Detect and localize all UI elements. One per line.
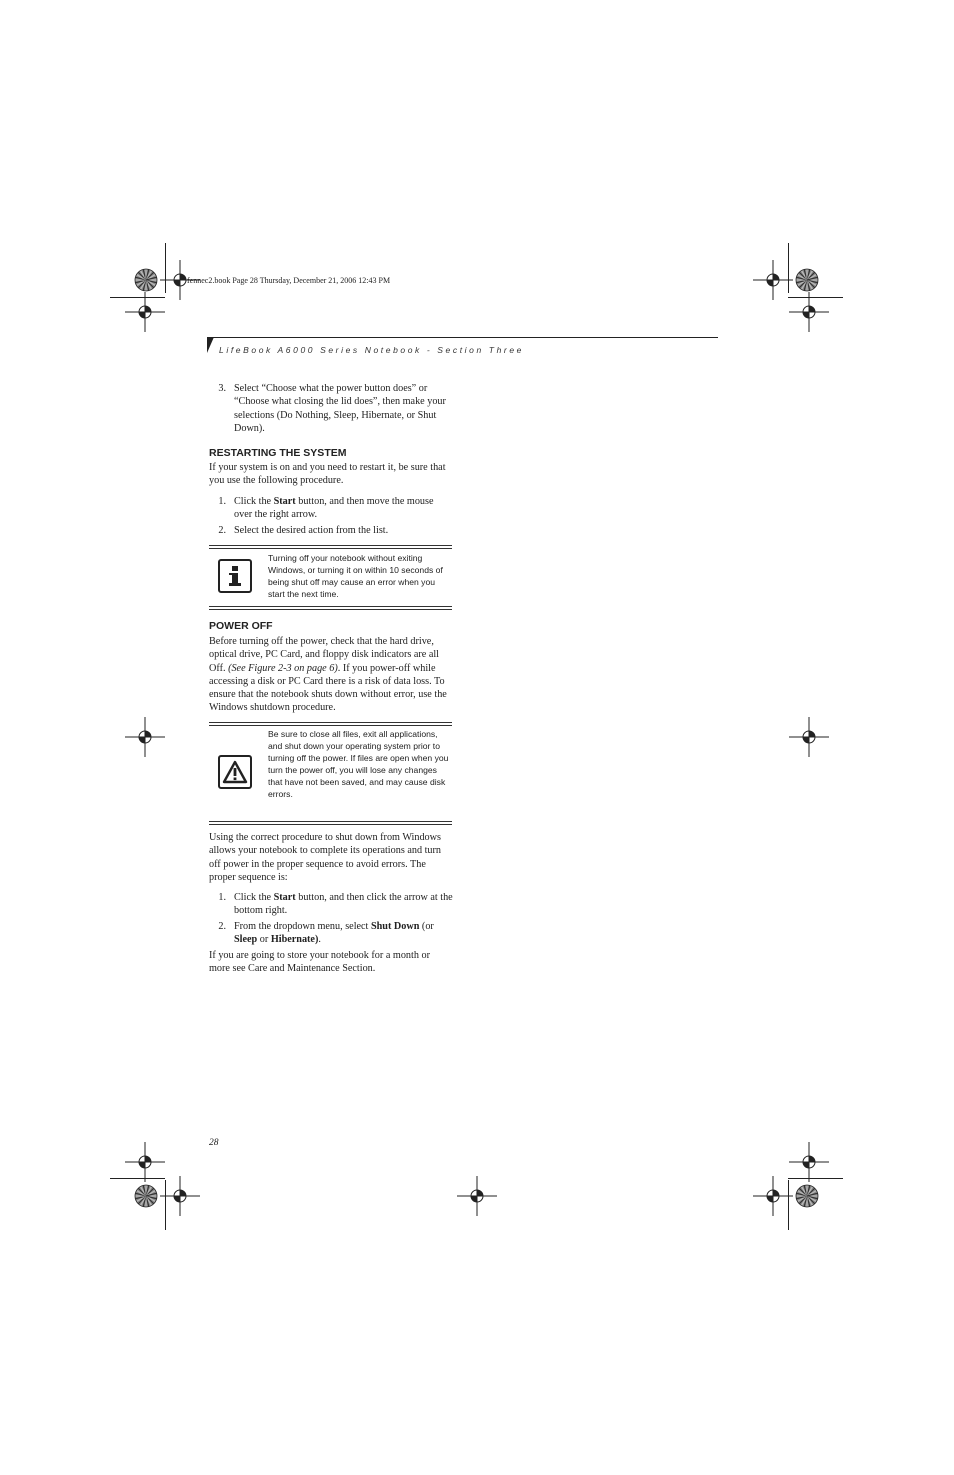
shutdown-step-1	[209, 891, 453, 918]
restarting-intro	[209, 461, 453, 488]
registration-mark	[457, 1176, 497, 1216]
paragraph: If your system is on and you need to restart it, be sure that you use the following procedure.	[209, 462, 446, 487]
step-text: Select the desired action from the list.	[234, 525, 389, 536]
ui-term-start: Start	[273, 892, 296, 903]
header-tab-marker	[207, 337, 214, 353]
warning-note-text: Be sure to close all files, exit all applications, and shut down your operating system prior to turning off the power. If files are open when you turn the power off, you will lose any changes that have not been saved, and may cause disk errors.	[268, 729, 449, 799]
crop-mark	[788, 297, 843, 298]
crop-mark	[788, 1180, 789, 1230]
step-text	[234, 495, 453, 522]
shutdown-step-2	[209, 920, 453, 947]
registration-mark	[789, 1142, 829, 1182]
crop-mark	[110, 297, 165, 298]
paragraph: If you are going to store your notebook for a month or more see Care and Maintenance Section.	[209, 950, 430, 975]
text-run: button, and then move the mouse over the right arrow.	[234, 496, 434, 521]
step-number: 3.	[218, 383, 226, 394]
star-target-mark	[134, 1184, 158, 1208]
print-slug: fennec2.book Page 28 Thursday, December 21, 2006 12:43 PM	[187, 276, 391, 285]
section-heading-power-off: POWER OFF	[209, 620, 273, 632]
info-icon	[218, 559, 252, 593]
text-run: .	[318, 934, 321, 946]
star-target-mark	[795, 268, 819, 292]
shutdown-intro	[209, 831, 453, 884]
crop-mark	[788, 1178, 843, 1179]
step-text	[234, 891, 453, 918]
restart-step-2	[209, 524, 453, 537]
ui-term-sleep: Sleep	[234, 934, 258, 946]
crop-mark	[165, 243, 166, 293]
crop-mark	[110, 1178, 165, 1179]
step-number: 2.	[218, 921, 226, 932]
step-number: 1.	[218, 496, 226, 507]
step-text: Select “Choose what the power button does” or “Choose what closing the lid does”, then make your selections (Do Nothing, Sleep, Hibernate, or Shut Down).	[234, 383, 446, 434]
registration-mark	[753, 1176, 793, 1216]
registration-mark	[125, 292, 165, 332]
ui-term-hibernate: Hibernate)	[270, 934, 319, 946]
star-target-mark	[795, 1184, 819, 1208]
text-run: Before turning off the power, check that the hard drive, optical drive, PC Card, and floppy disk indicators are all Off.	[209, 636, 440, 674]
info-note-text: Turning off your notebook without exiting Windows, or turning it on within 10 seconds of being shut off may cause an error when you start the next time.	[268, 553, 443, 599]
ui-term-shut-down: Shut Down	[370, 921, 420, 932]
info-note-top-rule	[209, 545, 452, 549]
text-run: or	[257, 934, 271, 946]
warning-note-top-rule	[209, 722, 452, 726]
text-run: From the dropdown menu, select	[234, 921, 371, 932]
section-heading-restarting: RESTARTING THE SYSTEM	[209, 447, 347, 459]
step-3	[209, 382, 453, 435]
info-note-bottom-rule	[209, 606, 452, 610]
text-run: Click the	[234, 496, 274, 507]
step-number: 2.	[218, 525, 226, 536]
paragraph: Using the correct procedure to shut down from Windows allows your notebook to complete its operations and turn off power in the proper sequence to avoid errors. The proper sequence is:	[209, 832, 442, 883]
warning-note-bottom-rule	[209, 821, 452, 825]
registration-mark	[753, 260, 793, 300]
paragraph	[209, 635, 453, 715]
power-off-paragraph	[209, 635, 453, 715]
restart-step-1	[209, 495, 453, 522]
warning-icon	[218, 755, 252, 789]
step-text	[234, 920, 453, 947]
registration-mark	[160, 260, 200, 300]
registration-mark	[789, 717, 829, 757]
figure-reference: (See Figure 2-3 on page 6)	[228, 662, 338, 674]
registration-mark	[789, 292, 829, 332]
registration-mark	[160, 1176, 200, 1216]
text-run: button, and then click the arrow at the bottom right.	[234, 892, 453, 917]
registration-mark	[125, 717, 165, 757]
ui-term-start: Start	[273, 496, 296, 507]
text-run: Click the	[234, 892, 274, 903]
running-header: LifeBook A6000 Series Notebook - Section Three	[219, 345, 524, 355]
storage-note	[209, 949, 453, 976]
page-number: 28	[209, 1138, 219, 1148]
header-rule	[208, 337, 718, 338]
crop-mark	[165, 1180, 166, 1230]
registration-mark	[125, 1142, 165, 1182]
star-target-mark	[134, 268, 158, 292]
text-run: . If you power-off while accessing a disk or PC Card there is a risk of data loss. To ensure that the notebook shuts down without error, use the Windows shutdown procedure.	[209, 662, 447, 714]
text-run: (or	[419, 921, 434, 932]
step-number: 1.	[218, 892, 226, 903]
crop-mark	[788, 243, 789, 293]
